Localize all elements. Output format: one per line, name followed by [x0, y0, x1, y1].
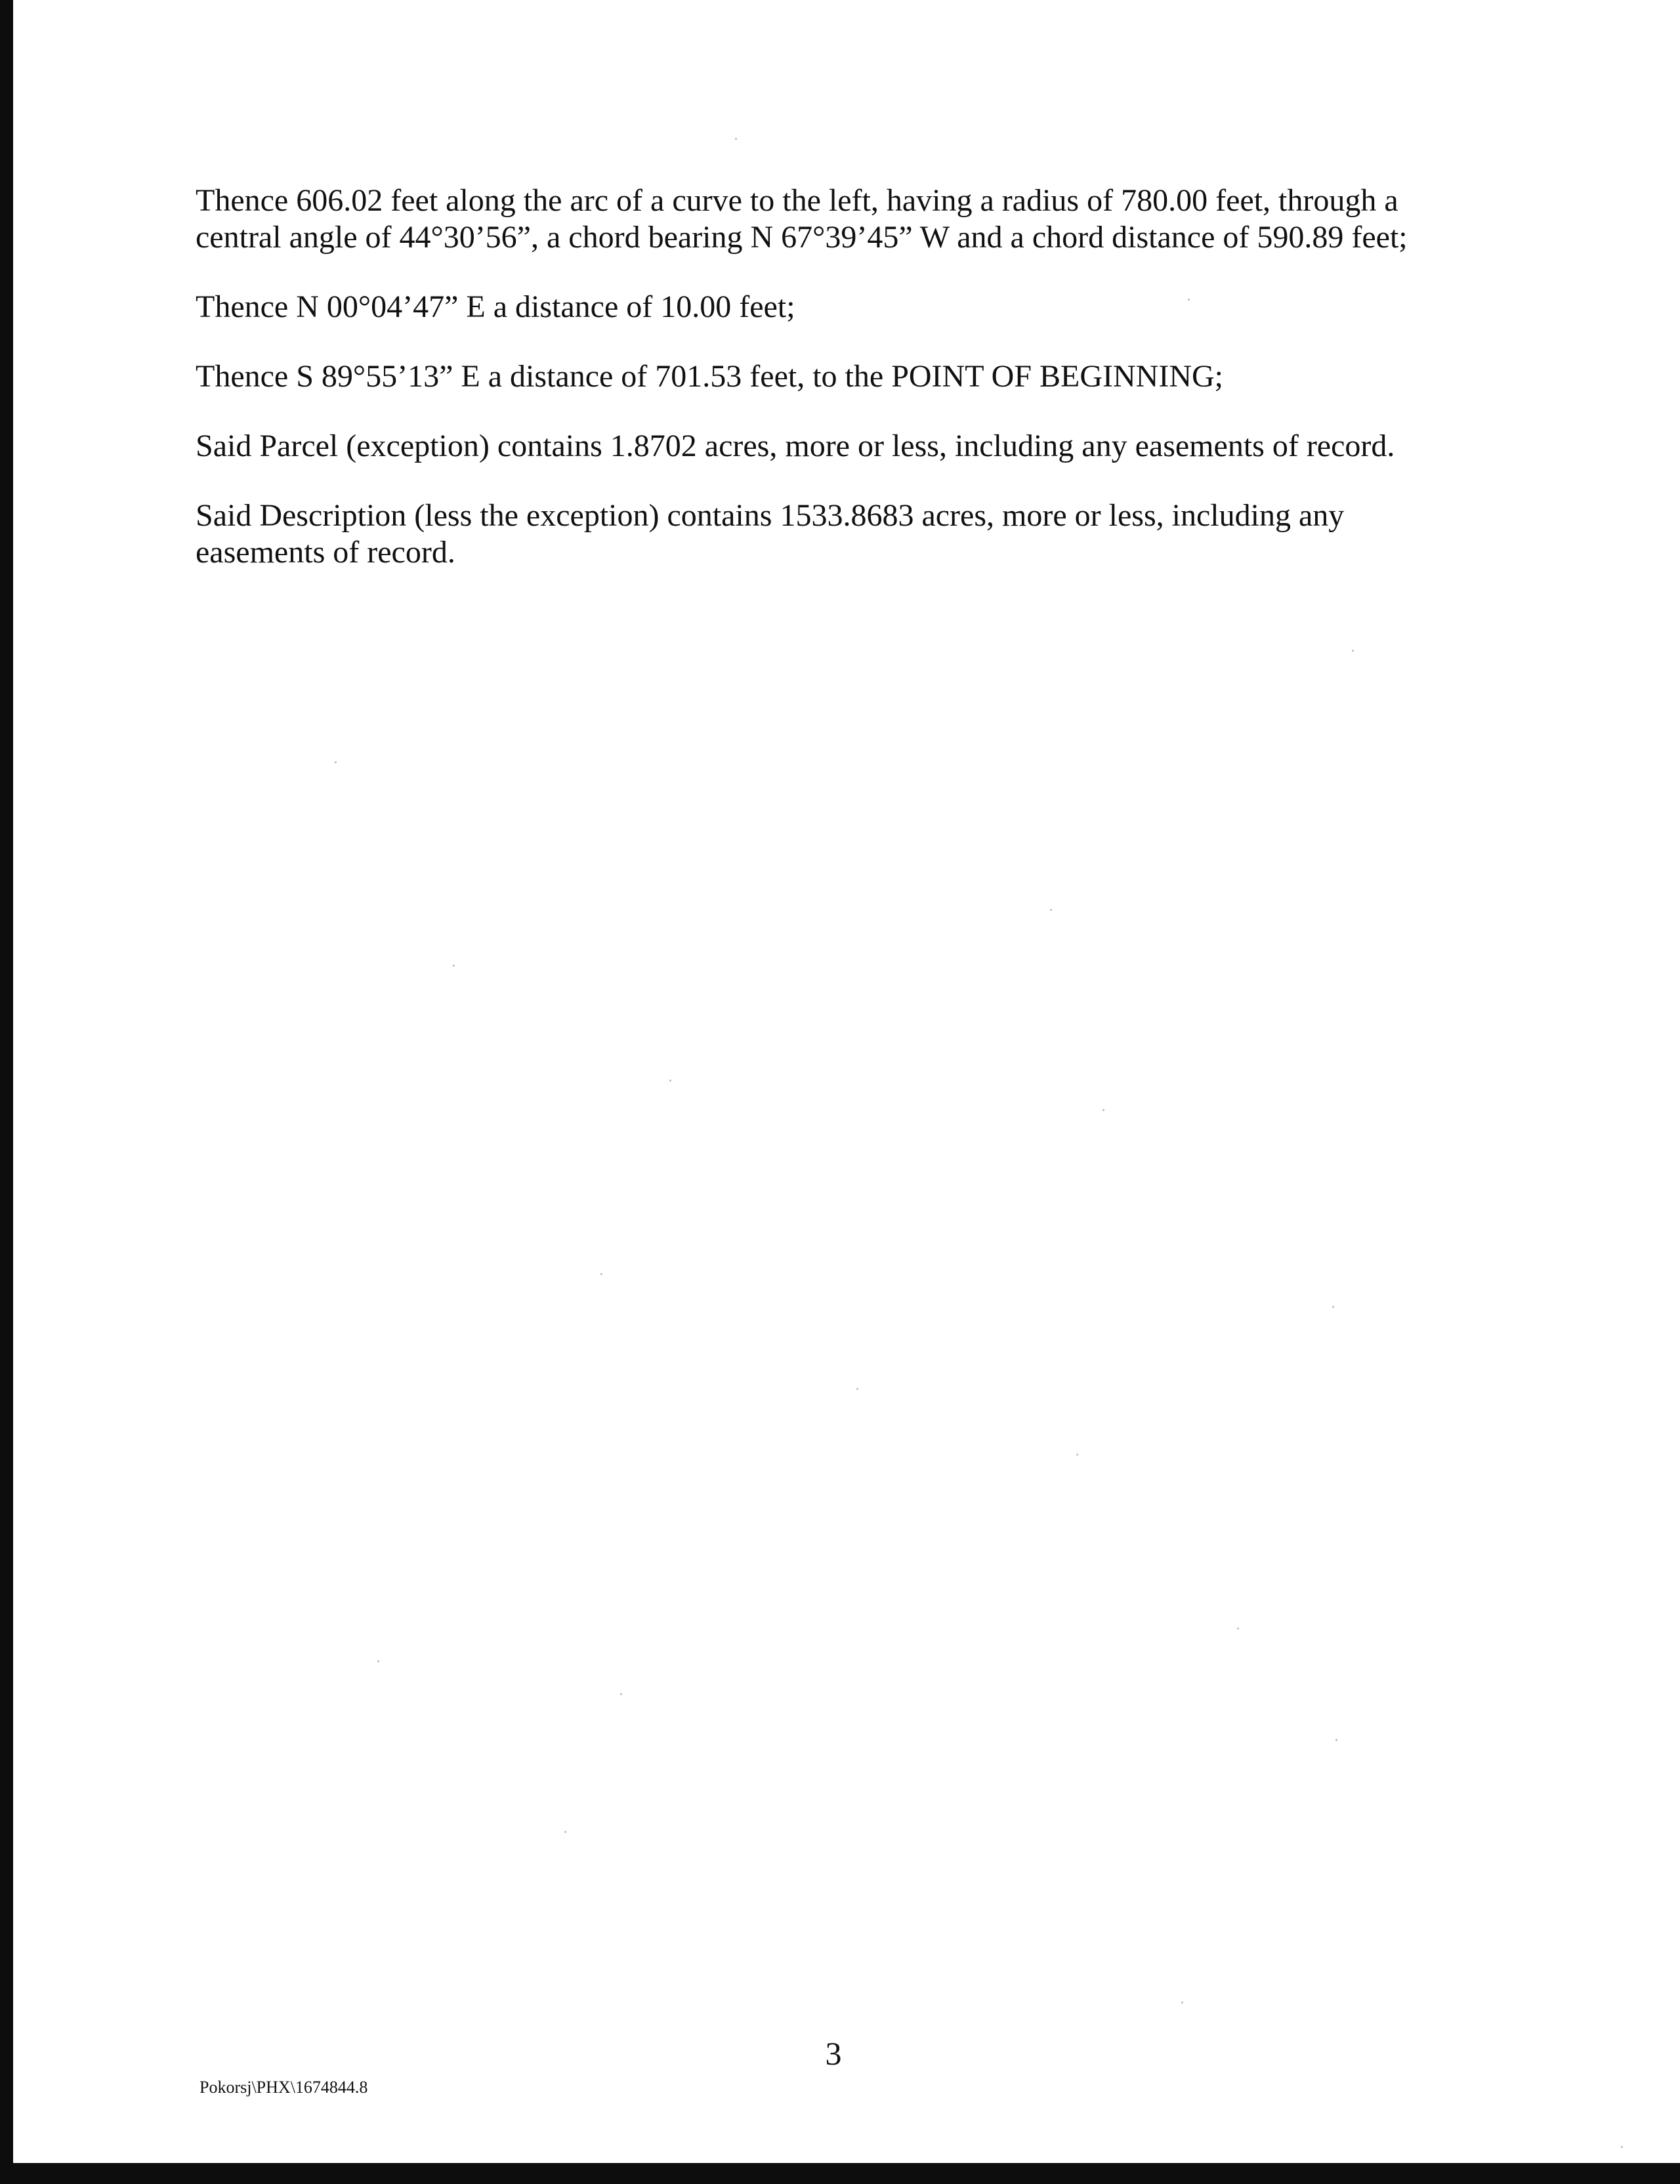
legal-description-body — [196, 182, 1482, 604]
paragraph-south-course: Thence S 89°55’13” E a distance of 701.53 feet, to the POINT OF BEGINNING; — [196, 359, 1223, 394]
document-id-footer: Pokorsj\PHX\1674844.8 — [200, 2078, 368, 2097]
paragraph-parcel-exception: Said Parcel (exception) contains 1.8702 acres, more or less, including any easements of record. — [196, 429, 1395, 463]
paragraph-line: Said Description (less the exception) contains 1533.8683 acres, more or less, including any — [196, 498, 1345, 533]
scan-speck — [1076, 1454, 1078, 1456]
scan-speck — [735, 138, 737, 140]
paragraph-line: central angle of 44°30’56”, a chord bearing N 67°39’45” W and a chord distance of 590.89 feet; — [196, 220, 1408, 255]
scan-speck — [1621, 2146, 1623, 2148]
scan-speck — [856, 1388, 858, 1390]
paragraph-line: Thence 606.02 feet along the arc of a curve to the left, having a radius of 780.00 feet, through a — [196, 183, 1398, 218]
scan-speck — [620, 1693, 622, 1695]
scan-speck — [1050, 909, 1052, 911]
scan-speck — [1188, 299, 1190, 301]
scan-speck — [335, 761, 337, 763]
scan-speck — [453, 965, 455, 967]
scan-speck — [564, 1831, 566, 1833]
scan-speck — [1352, 650, 1354, 652]
scan-border-left — [0, 0, 13, 2184]
scan-speck — [1102, 1109, 1104, 1111]
page-number: 3 — [825, 2035, 842, 2072]
scan-speck — [669, 1080, 671, 1082]
scan-border-bottom — [0, 2163, 1680, 2184]
scan-speck — [1335, 1739, 1337, 1741]
scan-speck — [1237, 1628, 1239, 1629]
paragraph-curve — [196, 182, 1482, 256]
scan-speck — [1181, 2002, 1183, 2004]
paragraph-north-course: Thence N 00°04’47” E a distance of 10.00 feet; — [196, 289, 795, 324]
scan-speck — [1332, 1306, 1334, 1308]
scan-speck — [377, 1660, 379, 1662]
scan-speck — [600, 1273, 602, 1275]
paragraph-line: easements of record. — [196, 535, 455, 570]
paragraph-description-total — [196, 497, 1482, 571]
